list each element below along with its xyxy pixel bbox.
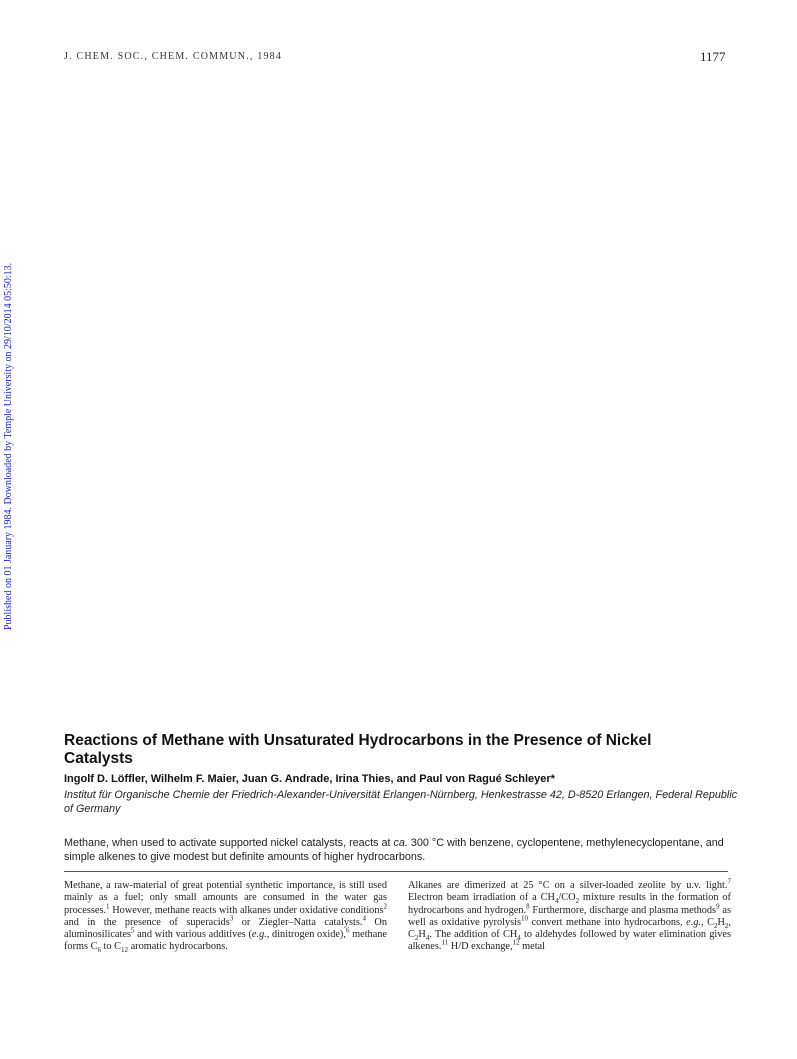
body-column-left bbox=[64, 880, 387, 954]
text: However, methane reacts with alkanes under oxidative conditions bbox=[109, 904, 384, 916]
abstract bbox=[64, 837, 754, 864]
text: and with various additives ( bbox=[134, 929, 252, 941]
citation-ref[interactable]: 8 bbox=[526, 902, 530, 911]
download-watermark-link[interactable]: Published on 01 January 1984. Downloaded by Temple University on 29/10/2014 05:50:13. bbox=[3, 262, 14, 630]
text: to aldehydes followed by water elimination gives alkenes. bbox=[408, 929, 731, 953]
text: or Ziegler–Natta catalysts. bbox=[233, 916, 363, 928]
article-title: Reactions of Methane with Unsaturated Hydrocarbons in the Presence of Nickel Catalysts bbox=[64, 732, 652, 767]
citation-ref[interactable]: 6 bbox=[345, 926, 350, 935]
text: convert methane into hydrocarbons, bbox=[528, 916, 687, 928]
author-list: Ingolf D. Löffler, Wilhelm F. Maier, Juan G. Andrade, Irina Thies, and Paul von Ragué Schleyer* bbox=[64, 773, 555, 785]
text: /CO bbox=[558, 892, 576, 904]
abstract-text-a: Methane, when used to activate supported nickel catalysts, reacts at bbox=[64, 837, 394, 849]
text: aromatic hydrocarbons. bbox=[128, 941, 228, 953]
subscript: 6 bbox=[97, 946, 101, 955]
text: H/D exchange, bbox=[448, 941, 513, 953]
text: and in the presence of superacids bbox=[64, 916, 230, 928]
paragraph bbox=[64, 880, 387, 954]
text: Alkanes are dimerized at 25 °C on a silver-loaded zeolite by u.v. light. bbox=[408, 880, 728, 891]
italic-eg: e.g. bbox=[686, 916, 701, 928]
citation-ref[interactable]: 9 bbox=[716, 902, 720, 911]
text: , C bbox=[701, 916, 714, 928]
running-head: J. CHEM. SOC., CHEM. COMMUN., 1984 bbox=[64, 51, 283, 62]
text: H bbox=[418, 929, 426, 941]
text: H bbox=[717, 916, 725, 928]
subscript: 2 bbox=[724, 921, 729, 930]
citation-ref[interactable]: 2 bbox=[383, 902, 387, 911]
subscript: 4 bbox=[517, 934, 521, 943]
body-column-right bbox=[408, 877, 732, 954]
abstract-text-ca: ca. bbox=[393, 837, 408, 849]
text: , C bbox=[408, 916, 731, 941]
text: On aluminosilicates bbox=[64, 916, 387, 941]
text: methane forms C bbox=[64, 929, 387, 953]
text: Furthermore, discharge and plasma methods bbox=[529, 904, 717, 916]
text: as well as oxidative pyrolysis bbox=[408, 904, 732, 928]
text: mixture results in the formation of hydrocarbons and hydrogen. bbox=[408, 892, 731, 916]
page-number: 1177 bbox=[700, 49, 726, 64]
citation-ref[interactable]: 3 bbox=[229, 914, 234, 923]
citation-ref[interactable]: 4 bbox=[362, 914, 366, 923]
text: metal bbox=[519, 941, 545, 953]
citation-ref[interactable]: 5 bbox=[130, 926, 135, 935]
citation-ref[interactable]: 11 bbox=[441, 939, 449, 948]
text: , dinitrogen oxide), bbox=[266, 929, 346, 941]
text: . The addition of CH bbox=[429, 929, 518, 941]
affiliation: Institut für Organische Chemie der Friedrich-Alexander-Universität Erlangen-Nürnberg, Henkestrasse 42, D-8520 Erlangen, Federal Republic of Germany bbox=[64, 789, 738, 815]
subscript: 2 bbox=[713, 921, 718, 930]
subscript: 12 bbox=[121, 946, 128, 955]
text: Electron beam irradiation of a CH bbox=[408, 892, 555, 904]
citation-ref[interactable]: 10 bbox=[521, 914, 529, 923]
text: Methane, a raw-material of great potential synthetic importance, is still used mainly as a fuel; only small amounts are consumed in the water gas processes. bbox=[64, 880, 387, 916]
subscript: 2 bbox=[414, 934, 419, 943]
subscript: 4 bbox=[425, 934, 430, 943]
citation-ref[interactable]: 1 bbox=[106, 902, 110, 911]
subscript: 2 bbox=[575, 897, 580, 906]
citation-ref[interactable]: 7 bbox=[727, 877, 731, 886]
paragraph bbox=[408, 877, 732, 954]
abstract-text-c: 300 °C with benzene, cyclopentene, methylenecyclopentane, and simple alkenes to give modest but definite amounts of higher hydrocarbons. bbox=[64, 837, 724, 863]
subscript: 4 bbox=[554, 897, 559, 906]
citation-ref[interactable]: 12 bbox=[512, 939, 520, 948]
italic-eg: e.g. bbox=[251, 929, 267, 941]
text: to C bbox=[100, 941, 121, 953]
section-divider bbox=[64, 871, 728, 872]
